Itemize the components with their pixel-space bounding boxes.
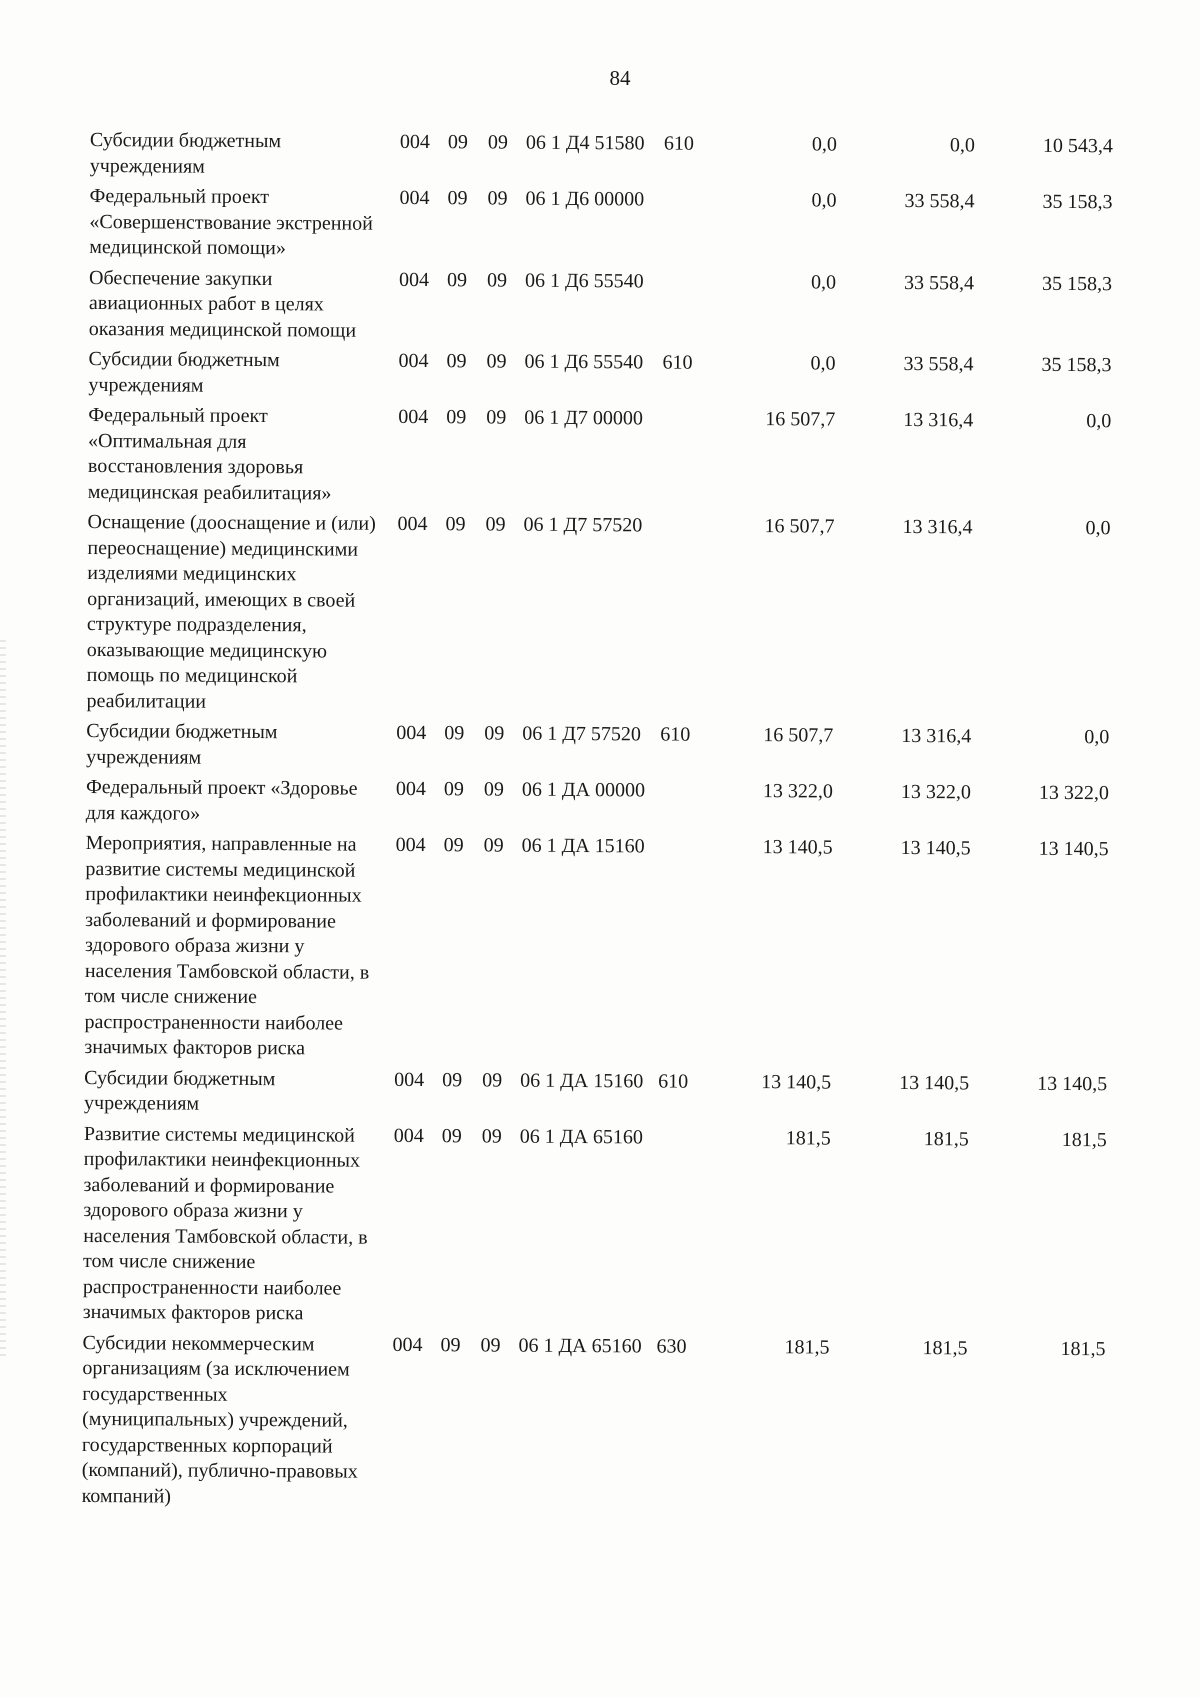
code-rz: 09 [441,1124,462,1147]
code-gr: 004 [397,512,428,536]
amount-year-3: 0,0 [1086,410,1112,433]
code-pr: 09 [486,350,507,373]
code-gr: 004 [392,1333,423,1356]
amount-year-2: 13 322,0 [900,780,972,804]
code-rz: 09 [447,268,468,291]
code-gr: 004 [399,130,430,154]
item-name: Федеральный проект «Оптимальная для восстановления здоровья медицинская реабилитация» [87,403,332,504]
code-gr: 004 [398,405,429,429]
amount-year-2: 33 558,4 [903,352,974,376]
code-pr: 09 [487,131,508,154]
amount-year-2: 13 316,4 [901,724,972,748]
amount-year-3: 35 158,3 [1042,190,1113,214]
item-name: Мероприятия, направленные на развитие системы медицинской профилактики неинфекционных заболеваний и формирование здорового образа жизни у населения Тамбовской области, в том числе снижение распространенности наиболее значимых факторов риска [84,831,370,1060]
table-row [90,128,1170,186]
code-vr: 610 [663,132,694,155]
amount-year-2: 181,5 [923,1127,969,1150]
amount-year-1: 16 507,7 [764,515,835,538]
code-pr: 09 [480,1333,501,1357]
code-rz: 09 [443,834,464,857]
table-row [83,1121,1164,1332]
code-pr: 09 [483,778,505,801]
amount-year-3: 13 140,5 [1038,837,1109,861]
item-name: Обеспечение закупки авиационных работ в целях оказания медицинской помощи [88,266,357,342]
code-vr: 610 [660,723,691,746]
code-vr: 630 [656,1334,687,1358]
amount-year-1: 0,0 [811,133,837,156]
table-row [82,1330,1163,1515]
code-rz: 09 [444,722,465,745]
code-vr: 610 [658,1069,689,1093]
code-csr: 06 1 Д6 55540 [525,269,644,292]
code-pr: 09 [486,406,507,429]
code-csr: 06 1 ДА 15160 [520,1069,644,1092]
code-gr: 004 [399,268,430,291]
amount-year-3: 13 140,5 [1037,1072,1108,1095]
amount-year-3: 0,0 [1085,517,1111,540]
code-rz: 09 [446,406,467,429]
table-row [88,403,1169,512]
amount-year-3: 13 322,0 [1038,781,1110,805]
budget-table [82,128,1170,1521]
code-vr [657,1125,718,1329]
code-pr: 09 [485,513,506,536]
table-row [86,719,1166,777]
code-gr: 004 [399,186,430,210]
amount-year-1: 0,0 [810,352,836,375]
amount-year-2: 181,5 [922,1336,968,1359]
page-number: 84 [609,66,631,90]
code-gr: 004 [394,1068,425,1091]
code-gr: 004 [396,721,427,745]
code-csr: 06 1 ДА 00000 [521,778,646,802]
code-csr: 06 1 Д7 57520 [523,513,643,537]
item-name: Развитие системы медицинской профилактики неинфекционных заболеваний и формирование здорового образа жизни у населения Тамбовской области, в том числе снижение распространенности наиболее значимых факторов риска [82,1122,368,1325]
code-csr: 06 1 Д7 00000 [524,406,643,430]
item-name: Субсидии бюджетным учреждениям [86,719,278,769]
amount-year-2: 13 316,4 [903,408,974,432]
code-csr: 06 1 ДА 65160 [519,1125,644,1148]
item-name: Федеральный проект «Здоровье для каждого» [85,775,358,825]
code-rz: 09 [445,513,466,536]
table-row [88,347,1168,405]
table-row [86,510,1167,721]
code-rz: 09 [447,187,468,210]
table-row [89,265,1169,348]
code-gr: 004 [395,777,427,801]
code-csr: 06 1 Д4 51580 [525,131,645,155]
code-rz: 09 [440,1333,461,1356]
code-rz: 09 [446,350,467,373]
amount-year-3: 35 158,3 [1041,353,1112,377]
code-vr [660,513,721,717]
amount-year-2: 13 140,5 [899,1071,970,1094]
amount-year-1: 16 507,7 [765,408,836,431]
code-vr [658,834,719,1064]
code-csr: 06 1 ДА 15160 [521,834,645,858]
table-row [89,184,1169,267]
code-vr [660,778,720,829]
amount-year-3: 0,0 [1084,726,1110,749]
item-name: Субсидии бюджетным учреждениям [83,1066,276,1115]
amount-year-1: 16 507,7 [763,724,834,747]
amount-year-1: 0,0 [811,270,837,294]
code-rz: 09 [442,1068,463,1091]
amount-year-1: 13 140,5 [762,836,833,859]
code-gr: 004 [393,1124,424,1147]
amount-year-3: 10 543,4 [1042,134,1113,158]
amount-year-3: 181,5 [1060,1337,1106,1360]
amount-year-2: 13 140,5 [900,836,971,860]
code-rz: 09 [443,778,465,801]
amount-year-1: 13 322,0 [762,780,834,803]
amount-year-1: 181,5 [785,1126,831,1150]
item-name: Субсидии бюджетным учреждениям [88,347,280,397]
code-csr: 06 1 Д7 57520 [522,722,642,746]
item-name: Федеральный проект «Совершенствование экстренной медицинской помощи» [89,184,373,260]
code-pr: 09 [482,1068,503,1092]
amount-year-2: 13 316,4 [902,515,973,539]
code-vr [663,188,723,265]
code-csr: 06 1 Д6 00000 [525,187,645,211]
table-row [84,831,1165,1067]
code-pr: 09 [484,722,505,745]
code-vr [662,407,723,509]
code-pr: 09 [481,1124,502,1148]
code-csr: 06 1 ДА 65160 [518,1334,642,1357]
code-csr: 06 1 Д6 55540 [524,350,644,374]
code-gr: 004 [395,833,426,857]
table-row [84,1065,1164,1123]
item-name: Субсидии некоммерческим организациям (за исключением государственных (муниципальных) учреждений, государственных корпораций (компаний), публично-правовых компаний) [81,1331,358,1508]
scan-edge-artifact [0,640,6,1360]
code-pr: 09 [483,834,504,857]
code-vr [663,269,723,346]
code-pr: 09 [487,268,508,292]
amount-year-1: 0,0 [811,189,837,212]
code-vr: 610 [662,351,693,374]
amount-year-1: 181,5 [784,1335,830,1359]
amount-year-2: 33 558,4 [904,271,975,294]
code-rz: 09 [447,131,468,154]
item-name: Оснащение (дооснащение и (или) переоснащение) медицинскими изделиями медицинских организаций, имеющих в своей структуре подразделения, оказывающие медицинскую помощь по медицинской реабилитации [86,510,376,713]
amount-year-2: 0,0 [949,134,975,157]
code-pr: 09 [487,187,508,210]
amount-year-3: 181,5 [1061,1128,1107,1151]
code-gr: 004 [398,349,429,373]
amount-year-2: 33 558,4 [904,189,975,213]
amount-year-3: 35 158,3 [1042,272,1113,295]
table-row [86,775,1166,833]
amount-year-1: 13 140,5 [761,1070,832,1094]
item-name: Субсидии бюджетным учреждениям [89,128,282,178]
